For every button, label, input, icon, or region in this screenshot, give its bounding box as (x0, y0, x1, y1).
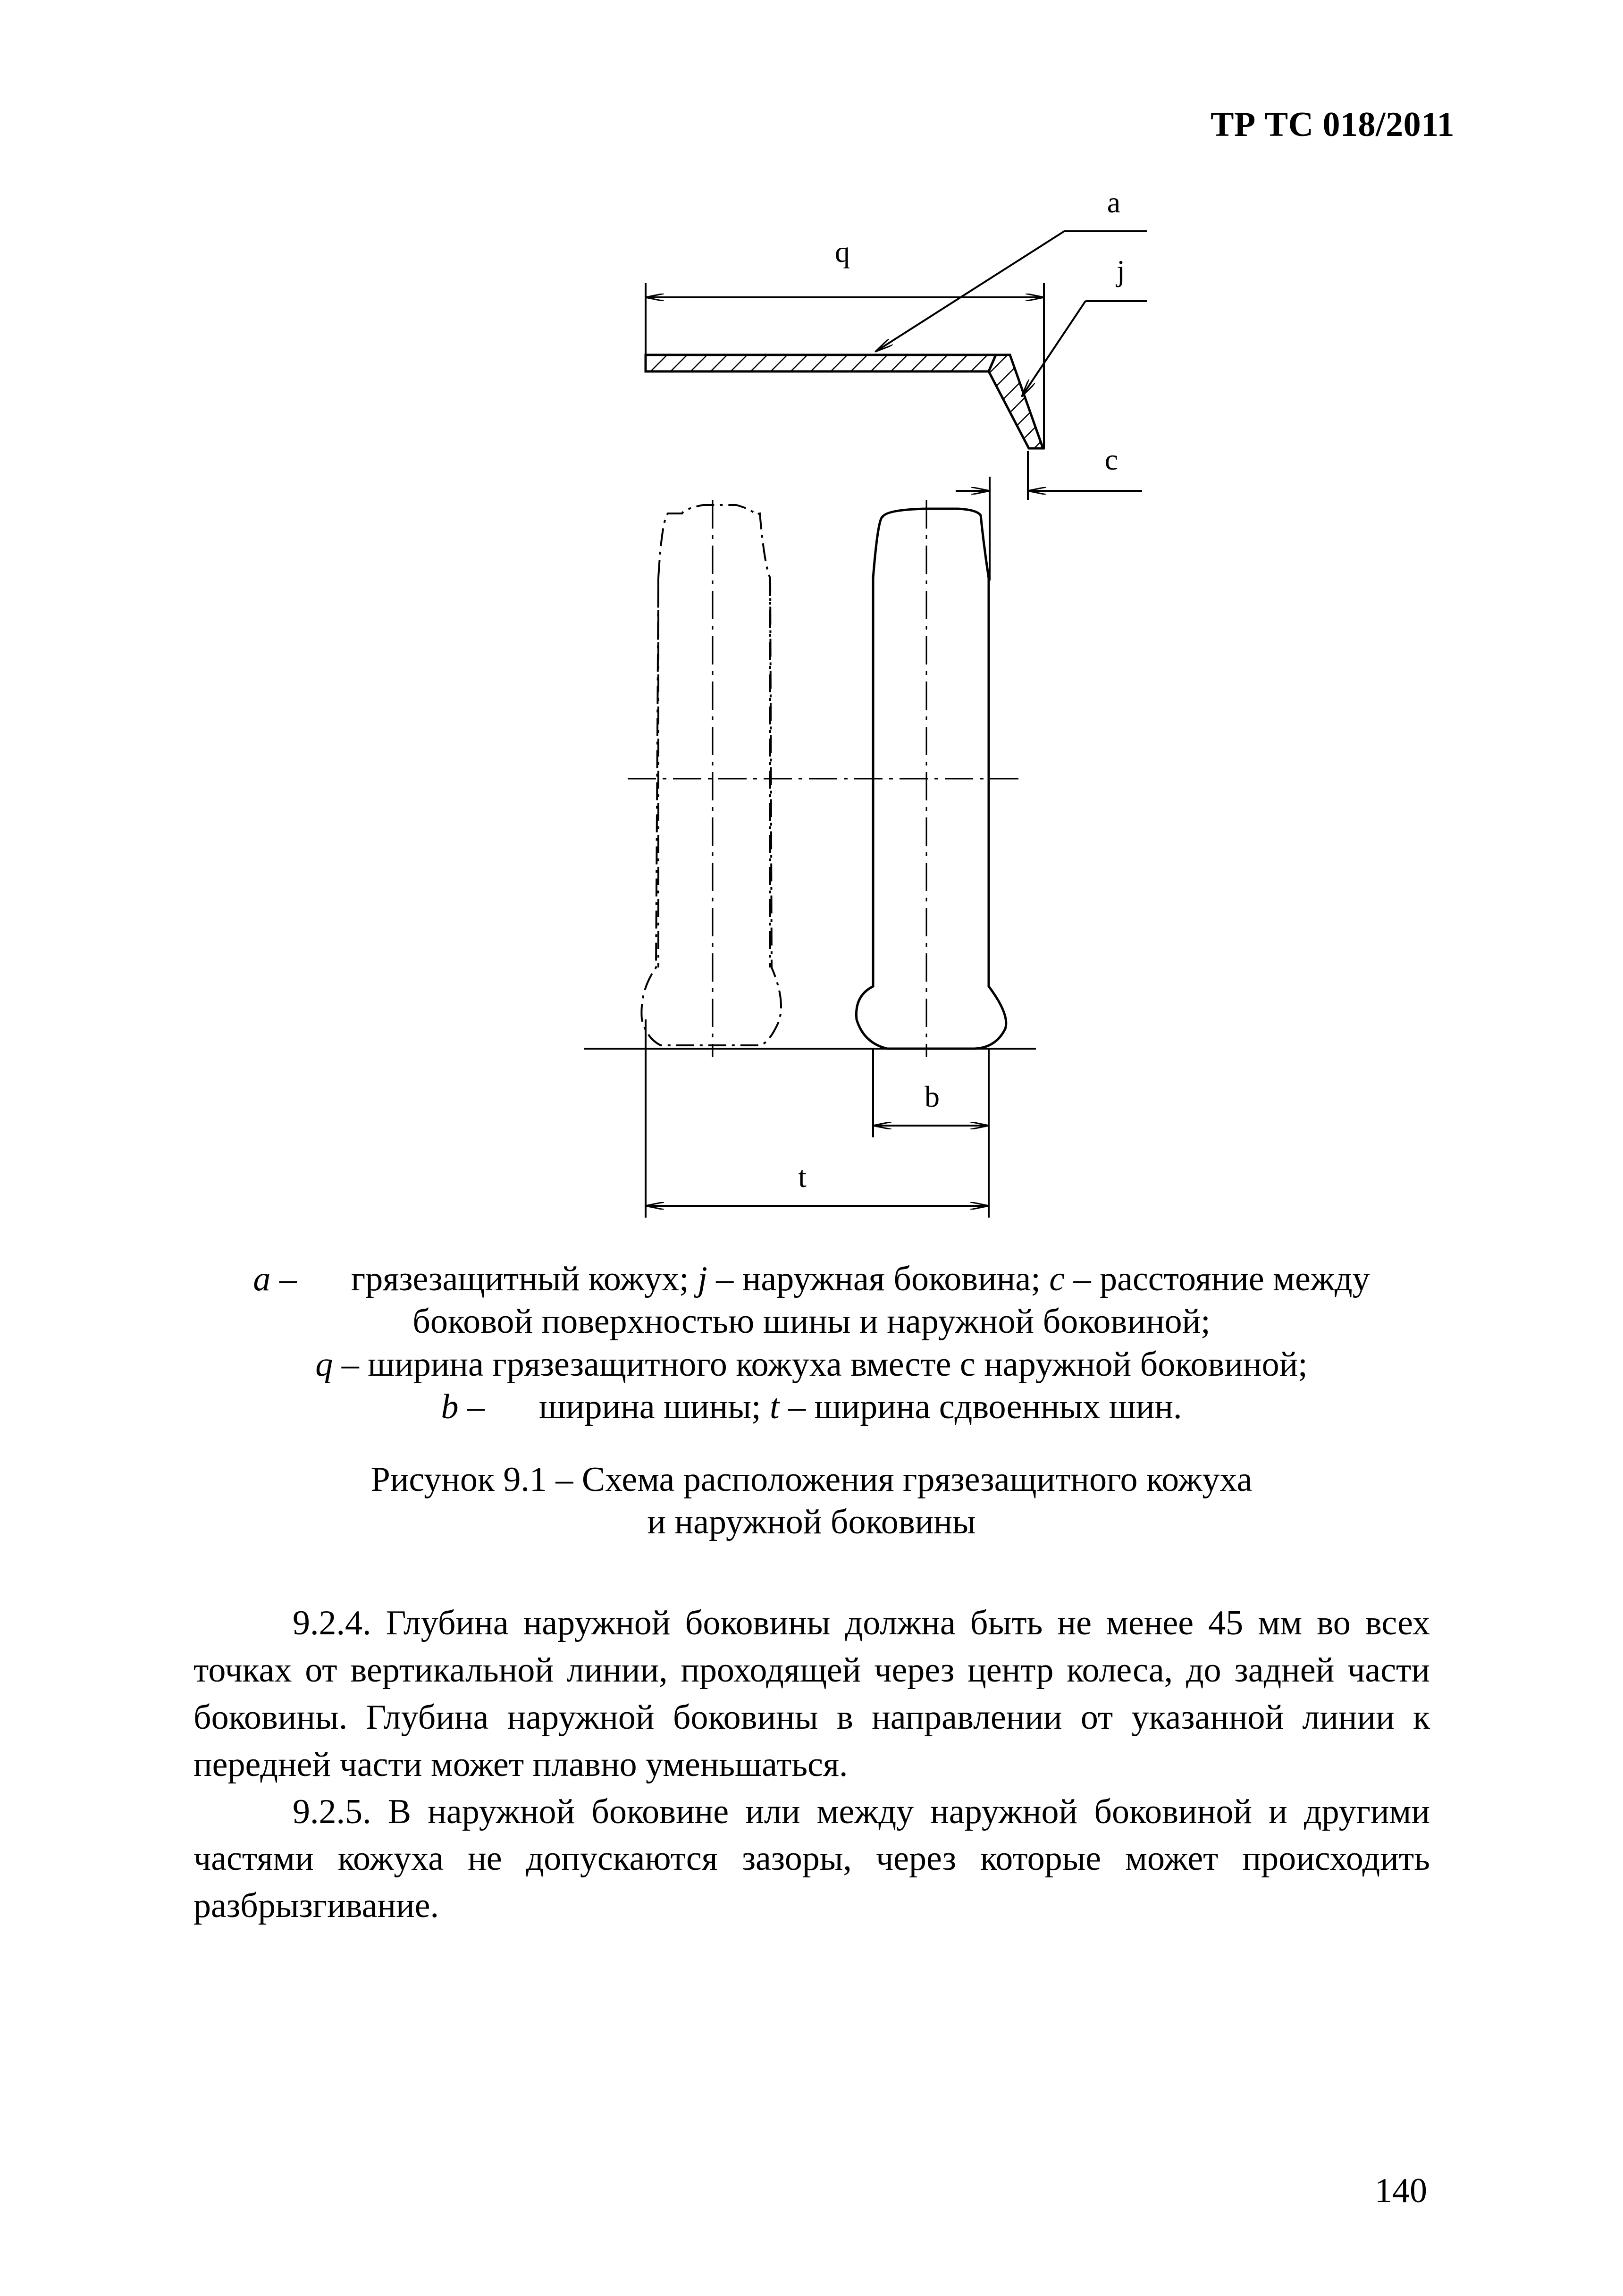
label-c: c (1104, 443, 1118, 476)
mudguard-shape (646, 355, 1043, 448)
legend-key-b: b – (441, 1387, 485, 1426)
label-b: b (925, 1080, 940, 1113)
legend-line-1 (0, 1258, 1623, 1300)
legend-line-3 (0, 1343, 1623, 1386)
legend-key-q: q (315, 1345, 333, 1384)
label-t: t (798, 1160, 807, 1194)
document-code-header: ТР ТС 018/2011 (1211, 105, 1455, 144)
legend-text-q: – ширина грязезащитного кожуха вместе с наружной боковиной; (341, 1345, 1308, 1384)
caption-line-1: Рисунок 9.1 – Схема расположения грязезащитного кожуха (370, 1460, 1253, 1499)
figure-caption (0, 1458, 1623, 1544)
caption-line-2: и наружной боковины (647, 1503, 976, 1542)
figure-legend (0, 1258, 1623, 1428)
page-number: 140 (1375, 2171, 1427, 2210)
leader-a (875, 231, 1147, 352)
label-q: q (835, 235, 850, 269)
legend-text-c: – расстояние между (1073, 1260, 1370, 1298)
legend-text-j: – наружная боковина; (716, 1260, 1041, 1298)
legend-key-c: c (1049, 1260, 1065, 1298)
inner-tyre (641, 505, 781, 1045)
label-a: a (1107, 185, 1121, 219)
paragraph-9-2-5: 9.2.5. В наружной боковине или между наружной боковиной и другими частями кожуха не допускаются зазоры, через которые может происходить разбрызгивание. (193, 1792, 1430, 1926)
legend-line-4 (0, 1386, 1623, 1428)
paragraph-9-2-4: 9.2.4. Глубина наружной боковины должна быть не менее 45 мм во всех точках от вертикальной линии, проходящей через центр колеса, до задней части боковины. Глубина наружной боковины в направлении от указанной линии к передней части может плавно уменьшаться. (193, 1604, 1430, 1784)
legend-text-t: – ширина сдвоенных шин. (788, 1387, 1182, 1426)
body-text (193, 1600, 1430, 1930)
centre-lines (628, 500, 1019, 1057)
legend-text-a: грязезащитный кожух; (351, 1260, 689, 1298)
legend-key-j: j (698, 1260, 707, 1298)
legend-line-2: боковой поверхностью шины и наружной боковиной; (412, 1302, 1211, 1341)
legend-key-a: a – (253, 1260, 297, 1298)
leader-j (1022, 301, 1147, 396)
legend-key-t: t (770, 1387, 780, 1426)
label-j: j (1117, 254, 1125, 287)
legend-text-b: ширина шины; (538, 1387, 761, 1426)
